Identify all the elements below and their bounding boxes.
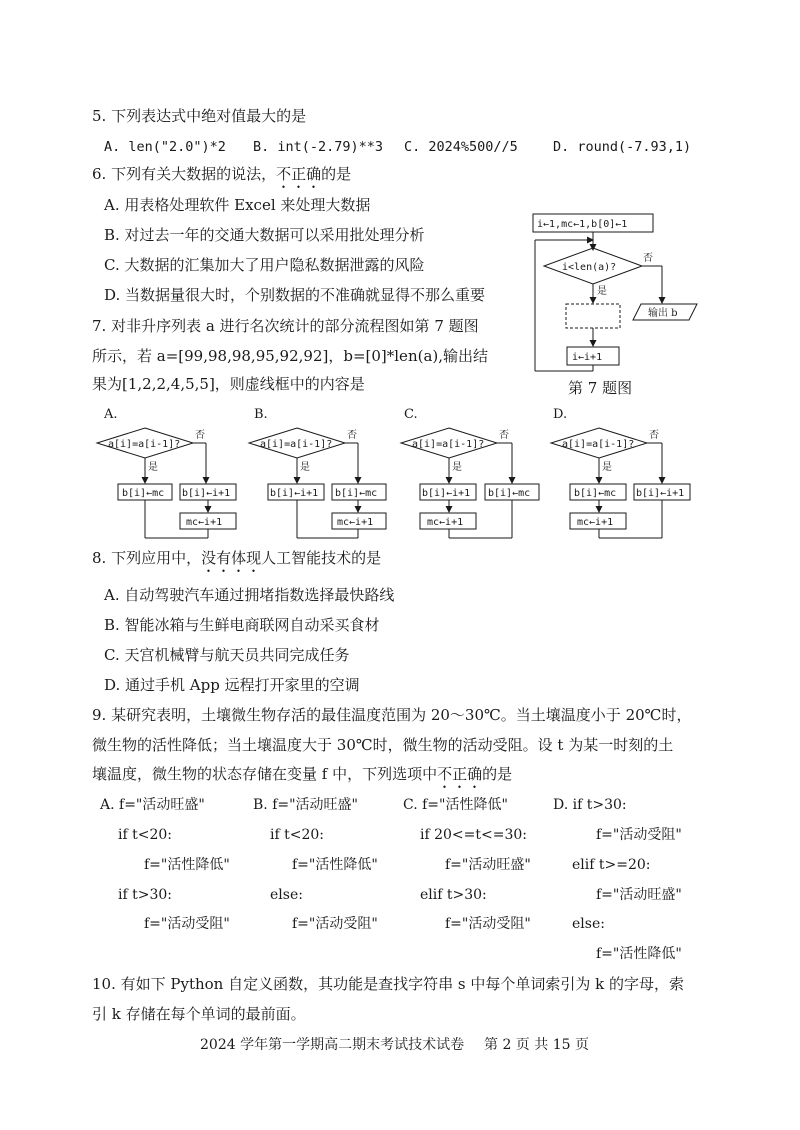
q7-line3: 果为[1,2,2,4,5,5]，则虚线框中的内容是 — [92, 375, 365, 393]
q8-stem-pre: 8. 下列应用中， — [92, 549, 202, 567]
q7-option-a-yes-box: b[i]←mc — [122, 488, 165, 499]
q9-b-line3: f="活性降低" — [292, 857, 378, 873]
q5-option-d: D. round(-7.93,1) — [553, 139, 692, 155]
q9-b-line2: if t<20: — [270, 827, 324, 843]
q7-option-a-no-box1: b[i]←i+1 — [182, 488, 231, 499]
q7-option-b-chart — [249, 407, 386, 538]
footer-exam-title: 2024 学年第一学期高二期末考试技术试卷 — [200, 1037, 465, 1053]
q8-stem — [92, 548, 381, 576]
q7-option-b-no-box2: mc←i+1 — [337, 517, 374, 528]
q9-c-line1: C. f="活性降低" — [403, 797, 508, 813]
q9-b-line5: f="活动受阻" — [292, 916, 378, 932]
q9-line1: 9. 某研究表明，土壤微生物存活的最佳温度范围为 20～30℃。当土壤温度小于 20℃时， — [92, 706, 692, 724]
q5-option-a: A. len("2.0")*2 — [104, 139, 226, 155]
q6-stem-post: 的是 — [321, 165, 352, 183]
q5-option-c: C. 2024%500//5 — [404, 139, 518, 155]
q9-d-line5: else: — [572, 916, 605, 932]
q8-option-d: D. 通过手机 App 远程打开家里的空调 — [104, 676, 360, 694]
q9-line3-emph: 不正确 — [437, 765, 483, 783]
q8-option-b: B. 智能冰箱与生鲜电商联网自动采买食材 — [104, 616, 380, 634]
q7-option-c-no: 否 — [499, 430, 509, 441]
q9-line3-pre: 壤温度，微生物的状态存储在变量 f 中，下列选项中 — [92, 765, 438, 783]
q7-option-c-yes-box2: mc←i+1 — [427, 517, 464, 528]
q9-b-line4: else: — [270, 887, 303, 903]
q9-line3 — [92, 764, 512, 792]
q9-a-line4: if t>30: — [118, 887, 172, 903]
q6-option-d: D. 当数据量很大时，个别数据的不准确就显得不那么重要 — [104, 286, 486, 304]
q6-stem-pre: 6. 下列有关大数据的说法， — [92, 165, 277, 183]
q7-option-d-no: 否 — [649, 430, 659, 441]
q7-option-a-chart — [97, 407, 236, 538]
q7-option-a-no-box2: mc←i+1 — [186, 517, 223, 528]
fig-output-text: 输出 b — [648, 308, 678, 319]
q9-c-line5: f="活动受阻" — [445, 916, 531, 932]
q9-d-line2: f="活动受阻" — [596, 827, 682, 843]
q7-option-c-letter: C. — [404, 407, 418, 422]
q5-option-b: B. int(-2.79)**3 — [253, 139, 384, 155]
fig-caption: 第 7 题图 — [568, 379, 633, 397]
q10-line1: 10. 有如下 Python 自定义函数，其功能是查找字符串 s 中每个单词索引为 k 的字母，索 — [92, 975, 684, 993]
q10-line2: 引 k 存储在每个单词的最前面。 — [92, 1005, 306, 1023]
q9-a-line5: f="活动受阻" — [144, 916, 230, 932]
q7-option-d-no-box1: b[i]←i+1 — [636, 488, 685, 499]
q8-stem-post: 人工智能技术的是 — [261, 549, 382, 567]
q7-option-d-cond: a[i]=a[i-1]? — [562, 439, 635, 450]
q6-option-a: A. 用表格处理软件 Excel 来处理大数据 — [104, 196, 371, 214]
q7-option-d-letter: D. — [553, 407, 568, 422]
q9-c-line2: if 20<=t<=30: — [420, 827, 528, 843]
q7-option-c-yes: 是 — [452, 462, 462, 473]
q8-option-c: C. 天宫机械臂与航天员共同完成任务 — [104, 646, 350, 664]
q7-line2: 所示，若 a=[99,98,98,95,92,92]，b=[0]*len(a),输出结 — [92, 347, 489, 365]
fig-yes-label: 是 — [597, 286, 607, 297]
q9-d-line3: elif t>=20: — [572, 857, 651, 873]
q5-stem: 5. 下列表达式中绝对值最大的是 — [92, 107, 307, 125]
q7-option-b-letter: B. — [254, 407, 268, 422]
q9-d-line1: D. if t>30: — [553, 797, 627, 813]
q9-b-line1: B. f="活动旺盛" — [253, 797, 358, 813]
q7-option-b-yes-box: b[i]←i+1 — [270, 488, 319, 499]
q9-a-line2: if t<20: — [118, 827, 172, 843]
q9-c-line4: elif t>30: — [420, 887, 487, 903]
q7-option-a-no: 否 — [195, 430, 205, 441]
fig-inc-text: i←i+1 — [572, 352, 603, 363]
q7-option-a-yes: 是 — [148, 462, 158, 473]
q7-option-d-yes: 是 — [602, 462, 612, 473]
q9-d-line6: f="活性降低" — [596, 946, 682, 962]
q9-line2: 微生物的活性降低；当土壤温度大于 30℃时，微生物的活动受阻。设 t 为某一时刻的土 — [92, 736, 674, 754]
q6-stem-emph: 不正确 — [276, 165, 322, 183]
fig-init-text: i←1,mc←1,b[0]←1 — [537, 219, 628, 230]
q9-line3-post: 的是 — [482, 765, 513, 783]
fig-dashed-box — [566, 304, 620, 328]
q6-option-c: C. 大数据的汇集加大了用户隐私数据泄露的风险 — [104, 256, 425, 274]
q7-option-b-cond: a[i]=a[i-1]? — [260, 439, 333, 450]
q7-option-c-yes-box: b[i]←i+1 — [422, 488, 471, 499]
q7-option-b-yes: 是 — [300, 462, 310, 473]
q7-option-a-cond: a[i]=a[i-1]? — [108, 439, 181, 450]
q9-a-line1: A. f="活动旺盛" — [100, 797, 205, 813]
q7-option-a-letter: A. — [104, 407, 118, 422]
q8-stem-emph: 没有体现 — [201, 549, 262, 567]
q9-c-line3: f="活动旺盛" — [445, 857, 531, 873]
fig-no-label: 否 — [643, 253, 653, 264]
q7-option-d-chart — [551, 407, 690, 538]
q7-line1: 7. 对非升序列表 a 进行名次统计的部分流程图如第 7 题图 — [92, 317, 479, 335]
q9-d-line4: f="活动旺盛" — [596, 887, 682, 903]
q7-option-c-cond: a[i]=a[i-1]? — [412, 439, 485, 450]
q8-option-a: A. 自动驾驶汽车通过拥堵指数选择最快路线 — [104, 586, 395, 604]
q7-option-c-no-box1: b[i]←mc — [488, 488, 531, 499]
q7-option-b-no: 否 — [347, 430, 357, 441]
q6-option-b: B. 对过去一年的交通大数据可以采用批处理分析 — [104, 226, 425, 244]
q9-a-line3: f="活性降低" — [144, 857, 230, 873]
footer-page-number: 第 2 页 共 15 页 — [484, 1037, 589, 1053]
q7-option-d-yes-box: b[i]←mc — [574, 488, 617, 499]
q7-option-c-chart — [401, 407, 539, 538]
q7-option-d-yes-box2: mc←i+1 — [577, 517, 614, 528]
fig-cond-text: i<len(a)? — [562, 262, 617, 273]
q7-option-b-no-box1: b[i]←mc — [335, 488, 378, 499]
